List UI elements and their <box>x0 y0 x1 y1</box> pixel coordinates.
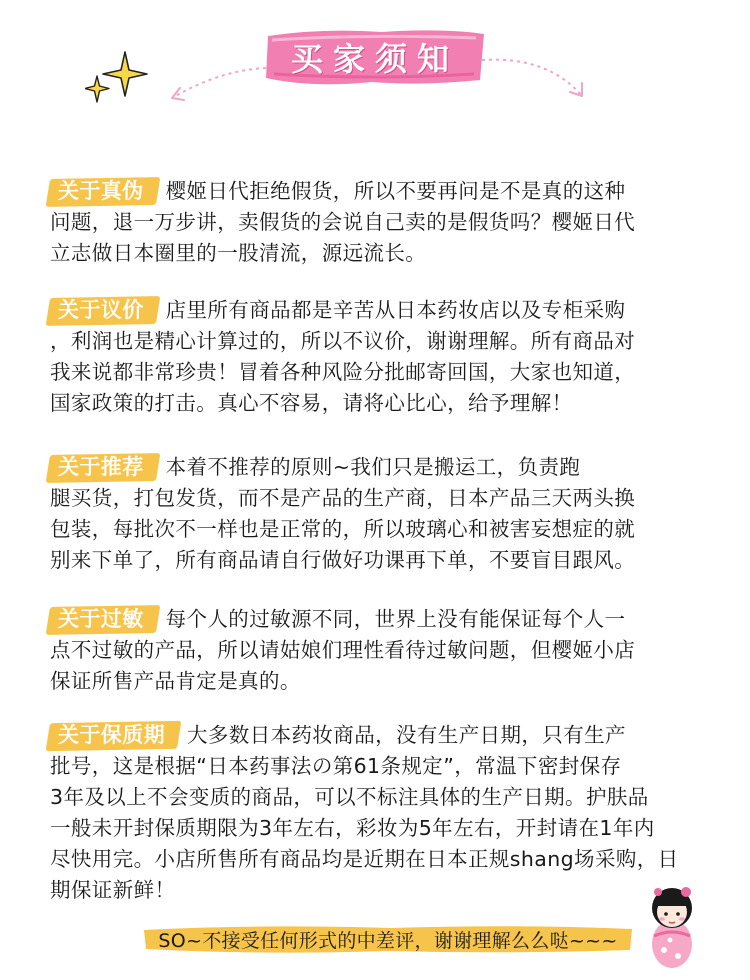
section-tag: 关于过敏 <box>50 605 154 633</box>
page-title: 买家须知 <box>290 40 459 78</box>
dotted-arrow-left-icon <box>150 62 270 112</box>
section-allergy <box>50 604 700 697</box>
section-line: 关于过敏 每个人的过敏源不同，世界上没有能保证每个人一 <box>50 604 700 635</box>
footer-text: SO~不接受任何形式的中差评，谢谢理解么么哒~~~ <box>158 929 618 952</box>
sparkle-stars-icon <box>85 50 155 106</box>
section-line: 一般未开封保质期限为3年左右，彩妆为5年左右，开封请在1年内 <box>50 816 655 840</box>
section-line: 点不过敏的产品，所以请姑娘们理性看待过敏问题，但樱姬小店 <box>50 638 636 662</box>
section-line: 尽快用完。小店所售所有商品均是近期在日本正规shang场采购，日 <box>50 847 679 871</box>
section-tag: 关于推荐 <box>50 453 154 481</box>
section-line: 关于议价 店里所有商品都是辛苦从日本药妆店以及专柜采购 <box>50 295 700 326</box>
section-line: 立志做日本圈里的一股清流，源远流长。 <box>50 241 427 265</box>
section-authenticity <box>50 176 700 269</box>
section-recommendation <box>50 452 700 576</box>
page-title-banner <box>262 26 488 88</box>
section-line: 保证所售产品肯定是真的。 <box>50 669 301 693</box>
section-line: 关于真伪 樱姬日代拒绝假货，所以不要再问是不是真的这种 <box>50 176 700 207</box>
section-line: 我来说都非常珍贵！冒着各种风险分批邮寄回国，大家也知道， <box>50 360 636 384</box>
section-line: 问题，退一万步讲，卖假货的会说自己卖的是假货吗？樱姬日代 <box>50 210 636 234</box>
footer-banner <box>140 924 636 954</box>
section-line: 包装，每批次不一样也是正常的，所以玻璃心和被害妄想症的就 <box>50 517 636 541</box>
section-shelf-life <box>50 720 700 906</box>
section-line: 关于保质期 大多数日本药妆商品，没有生产日期，只有生产 <box>50 720 700 751</box>
section-tag: 关于真伪 <box>50 177 154 205</box>
kokeshi-doll-icon <box>640 870 704 970</box>
dotted-arrow-right-icon <box>478 52 598 108</box>
section-tag: 关于议价 <box>50 296 154 324</box>
section-line: 别来下单了，所有商品请自行做好功课再下单，不要盲目跟风。 <box>50 548 636 572</box>
section-line: 腿买货，打包发货，而不是产品的生产商，日本产品三天两头换 <box>50 486 636 510</box>
section-bargaining <box>50 295 700 419</box>
section-line: 3年及以上不会变质的商品，可以不标注具体的生产日期。护肤品 <box>50 785 649 809</box>
section-line: 批号，这是根据“日本药事法の第61条规定”，常温下密封保存 <box>50 754 622 778</box>
section-line: 关于推荐 本着不推荐的原则~我们只是搬运工，负责跑 <box>50 452 700 483</box>
section-line: 期保证新鲜！ <box>50 878 176 902</box>
section-line: 国家政策的打击。真心不容易，请将心比心，给予理解！ <box>50 391 573 415</box>
section-line: ，利润也是精心计算过的，所以不议价，谢谢理解。所有商品对 <box>50 329 636 353</box>
section-tag: 关于保质期 <box>50 721 175 749</box>
